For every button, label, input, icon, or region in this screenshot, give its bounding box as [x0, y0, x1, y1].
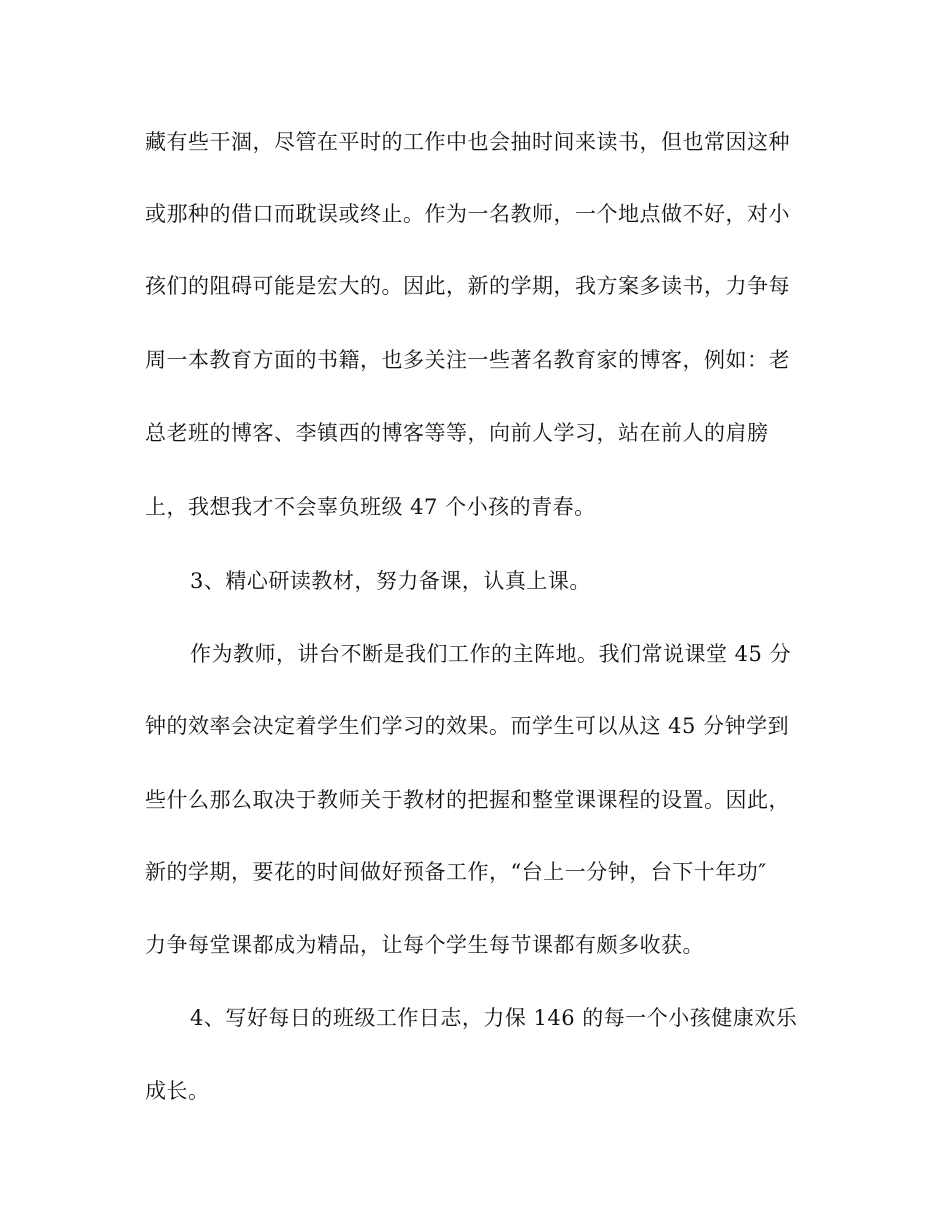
text-line: 钟的效率会决定着学生们学习的效果。而学生可以从这 45 分钟学到 — [145, 714, 790, 738]
section-heading: 3、精心研读教材，努力备课，认真上课。 — [190, 569, 591, 593]
text-line: 藏有些干涸，尽管在平时的工作中也会抽时间来读书，但也常因这种 — [145, 130, 790, 154]
text-line: 些什么那么取决于教师关于教材的把握和整堂课课程的设置。因此， — [145, 788, 790, 812]
text-line: 或那种的借口而耽误或终止。作为一名教师，一个地点做不好，对小 — [145, 202, 790, 226]
text-line: 总老班的博客、李镇西的博客等等，向前人学习，站在前人的肩膀 — [145, 421, 769, 445]
text-line: 成长。 — [145, 1079, 210, 1103]
text-line: 上，我想我才不会辜负班级 47 个小孩的青春。 — [145, 495, 596, 519]
text-line: 新的学期，要花的时间做好预备工作，“台上一分钟，台下十年功″ — [145, 860, 767, 884]
paragraph-first-line: 作为教师，讲台不断是我们工作的主阵地。我们常说课堂 45 分 — [190, 642, 792, 666]
text-line: 孩们的阻碍可能是宏大的。因此，新的学期，我方案多读书，力争每 — [145, 274, 790, 298]
text-line: 力争每堂课都成为精品，让每个学生每节课都有颇多收获。 — [145, 933, 704, 957]
text-line: 周一本教育方面的书籍，也多关注一些著名教育家的博客，例如：老 — [145, 348, 790, 372]
section-heading: 4、写好每日的班级工作日志，力保 146 的每一个小孩健康欢乐 — [190, 1006, 798, 1030]
